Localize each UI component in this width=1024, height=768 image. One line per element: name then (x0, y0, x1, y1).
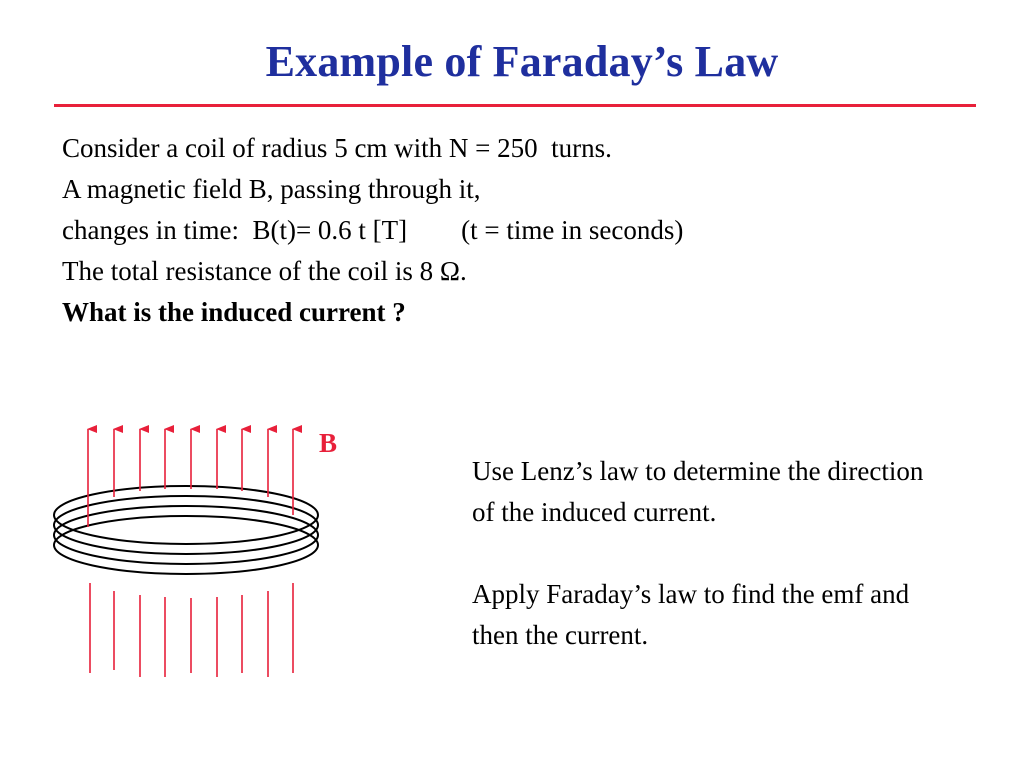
hint-faraday: Apply Faraday’s law to find the emf and then the current. (472, 579, 910, 650)
slide-title: Example of Faraday’s Law (265, 37, 779, 86)
problem-line-time-dependence: changes in time: B(t)= 0.6 t [T] (t = time in seconds) (62, 215, 684, 245)
problem-line-field: A magnetic field B, passing through it, (62, 174, 481, 204)
coil (54, 486, 318, 574)
title-divider (54, 104, 976, 107)
hints (472, 451, 952, 697)
coil-diagram (40, 415, 360, 685)
problem-statement (62, 128, 962, 333)
field-label: B (319, 428, 338, 458)
hint-lenz: Use Lenz’s law to determine the direction of the induced current. (472, 456, 924, 527)
problem-line-coil: Consider a coil of radius 5 cm with N = 250 turns. (62, 133, 612, 163)
field-lines-upper (88, 429, 293, 527)
field-lines-lower (90, 583, 293, 677)
problem-line-resistance: The total resistance of the coil is 8 Ω. (62, 256, 467, 286)
problem-question: What is the induced current ? (62, 297, 406, 327)
